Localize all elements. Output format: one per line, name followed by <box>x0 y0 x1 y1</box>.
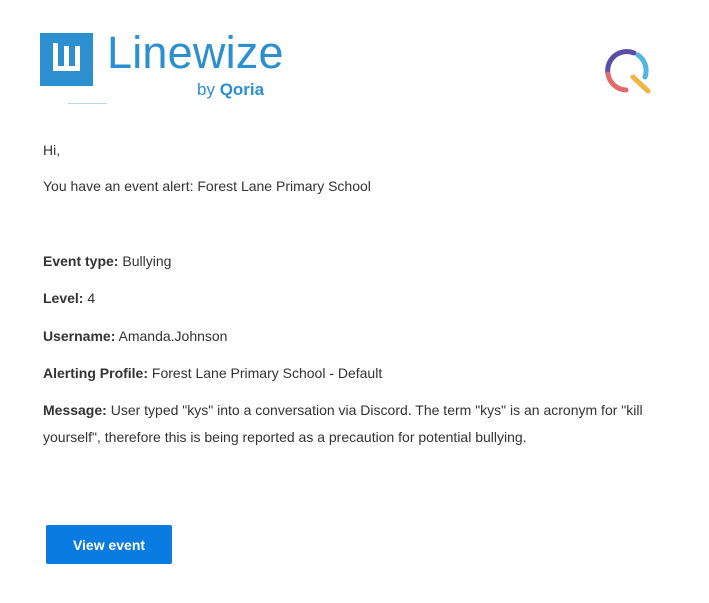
field-value: User typed "kys" into a conversation via Discord. The term "kys" is an acronym for "kill yourself", therefore this is being reported as a precaution for potential bullying. <box>43 402 643 445</box>
qoria-icon <box>602 47 654 95</box>
field-value: Bullying <box>122 253 172 269</box>
brand-by: by <box>197 80 215 99</box>
field-label: Message: <box>43 402 107 418</box>
field-label: Username: <box>43 328 116 344</box>
brand-byline <box>197 81 264 98</box>
field-message <box>43 397 663 450</box>
field-level <box>43 288 95 308</box>
header-divider <box>68 103 107 104</box>
field-label: Alerting Profile: <box>43 365 149 381</box>
linewize-logo <box>40 27 290 102</box>
field-value: Forest Lane Primary School - Default <box>151 365 383 381</box>
field-event-type <box>43 251 171 271</box>
intro-text: You have an event alert: Forest Lane Primary School <box>43 178 371 194</box>
brand-parent: Qoria <box>219 80 265 99</box>
field-label: Event type: <box>43 253 119 269</box>
field-alerting-profile <box>43 363 382 383</box>
field-label: Level: <box>43 290 84 306</box>
view-event-button[interactable]: View event <box>46 525 172 564</box>
linewize-mark-icon <box>40 33 93 86</box>
field-value: Amanda.Johnson <box>118 328 228 344</box>
field-username <box>43 326 227 346</box>
greeting: Hi, <box>43 142 61 158</box>
field-value: 4 <box>87 290 96 306</box>
brand-name: Linewize <box>107 27 284 78</box>
